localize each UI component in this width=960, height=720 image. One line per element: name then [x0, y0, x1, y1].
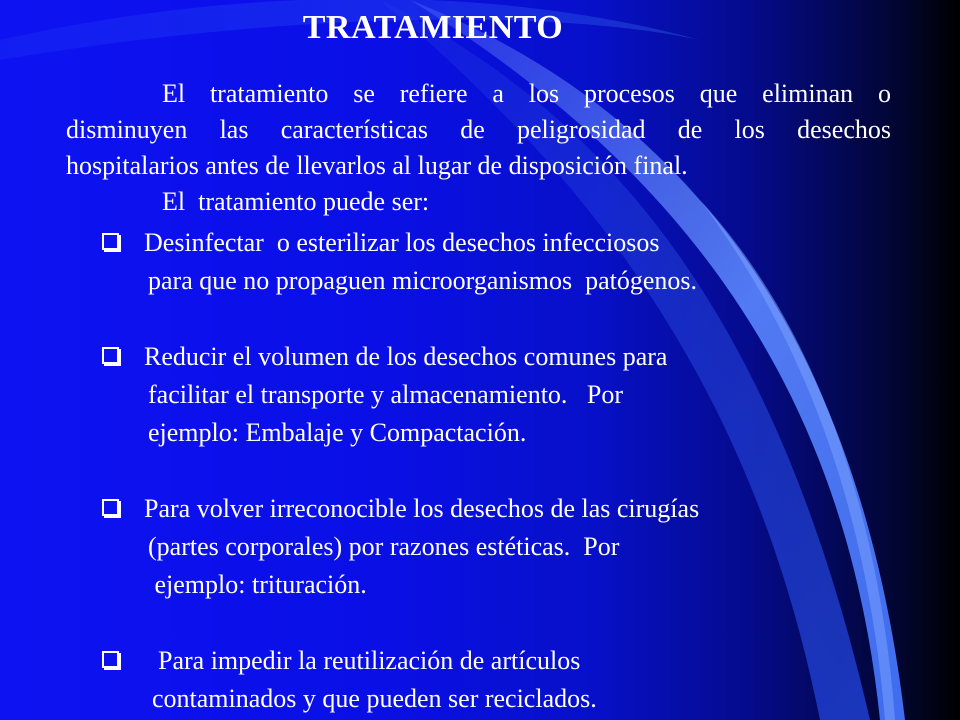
bullet-item [100, 338, 900, 452]
bullet-line: facilitar el transporte y almacenamiento. Por [148, 380, 624, 409]
bullet-list [100, 224, 900, 720]
bullet-line: Para volver irreconocible los desechos de las cirugías [144, 494, 700, 523]
bullet-line: ejemplo: Embalaje y Compactación. [148, 418, 527, 447]
intro-line: El tratamiento se refiere a los procesos que eliminan o [162, 79, 891, 108]
intro-line: disminuyen las características de peligrosidad de los desechos [66, 115, 891, 144]
bullet-line: contaminados y que pueden ser reciclados. [152, 684, 597, 713]
bullet-line: para que no propaguen microorganismos patógenos. [148, 266, 697, 295]
bullet-item [100, 224, 900, 300]
checkbox-bullet-icon [102, 651, 119, 668]
bullet-line: Para impedir la reutilización de artículos [158, 646, 581, 675]
bullet-line: Reducir el volumen de los desechos comunes para [144, 342, 668, 371]
slide-title: TRATAMIENTO [302, 9, 564, 46]
checkbox-bullet-icon [102, 233, 119, 250]
checkbox-bullet-icon [102, 347, 119, 364]
bullet-line: Desinfectar o esterilizar los desechos infecciosos [144, 228, 660, 257]
checkbox-bullet-icon [102, 499, 119, 516]
bullet-line: ejemplo: trituración. [148, 570, 367, 599]
bullet-item [100, 642, 900, 718]
intro-paragraph [66, 76, 891, 220]
bullet-item [100, 490, 900, 604]
intro-lead: El tratamiento puede ser: [162, 187, 430, 216]
bullet-line: (partes corporales) por razones estéticas. Por [148, 532, 620, 561]
intro-line: hospitalarios antes de llevarlos al lugar de disposición final. [66, 151, 688, 180]
